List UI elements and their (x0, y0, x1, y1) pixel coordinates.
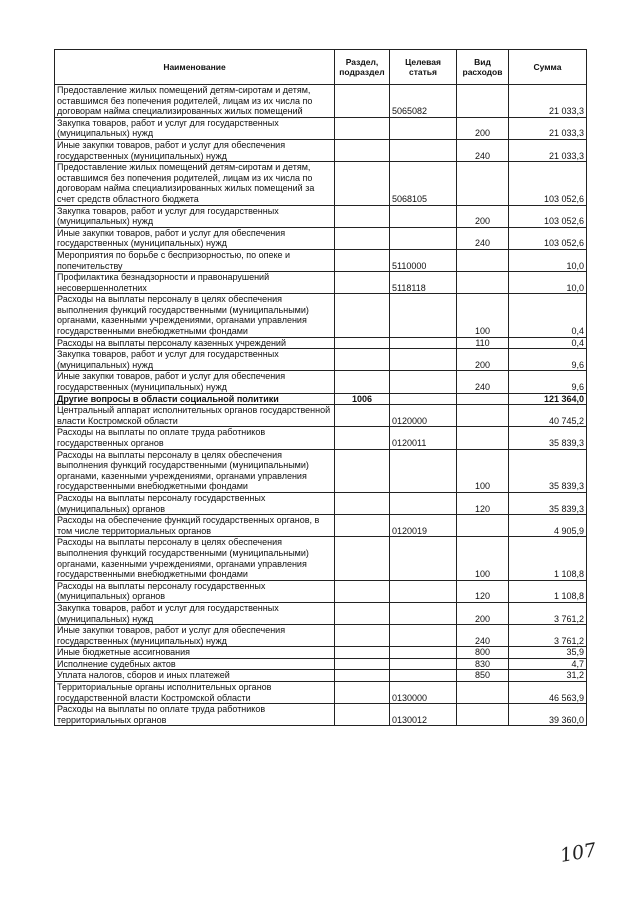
cell-section (335, 337, 390, 349)
table-row (55, 349, 587, 371)
cell-section (335, 205, 390, 227)
cell-sum: 0,4 (509, 294, 587, 337)
cell-type: 240 (457, 625, 509, 647)
cell-sum: 3 761,2 (509, 602, 587, 624)
cell-name: Иные закупки товаров, работ и услуг для обеспечения государственных (муниципальных) нужд (55, 227, 335, 249)
cell-name: Центральный аппарат исполнительных органов государственной власти Костромской области (55, 405, 335, 427)
cell-type: 240 (457, 371, 509, 393)
cell-name: Закупка товаров, работ и услуг для государственных (муниципальных) нужд (55, 205, 335, 227)
cell-section (335, 704, 390, 726)
header-target: Целевая статья (390, 50, 457, 85)
cell-section (335, 602, 390, 624)
cell-sum: 4,7 (509, 658, 587, 670)
budget-sheet (54, 49, 586, 726)
cell-sum: 21 033,3 (509, 139, 587, 161)
table-header-row (55, 50, 587, 85)
cell-target: 0130000 (390, 682, 457, 704)
cell-type (457, 393, 509, 405)
cell-section (335, 85, 390, 118)
table-row (55, 337, 587, 349)
table-row (55, 682, 587, 704)
cell-target: 0120011 (390, 427, 457, 449)
cell-section (335, 371, 390, 393)
cell-target (390, 117, 457, 139)
cell-sum: 31,2 (509, 670, 587, 682)
cell-sum: 39 360,0 (509, 704, 587, 726)
cell-section: 1006 (335, 393, 390, 405)
cell-type: 200 (457, 349, 509, 371)
cell-type (457, 515, 509, 537)
cell-name: Расходы на выплаты по оплате труда работников государственных органов (55, 427, 335, 449)
table-row (55, 249, 587, 271)
cell-target: 5068105 (390, 162, 457, 205)
cell-target (390, 658, 457, 670)
cell-sum: 1 108,8 (509, 580, 587, 602)
cell-name: Уплата налогов, сборов и иных платежей (55, 670, 335, 682)
cell-target: 5118118 (390, 272, 457, 294)
table-row (55, 492, 587, 514)
cell-sum: 103 052,6 (509, 227, 587, 249)
cell-sum: 46 563,9 (509, 682, 587, 704)
cell-section (335, 647, 390, 659)
table-row (55, 580, 587, 602)
cell-type (457, 162, 509, 205)
cell-target: 0120019 (390, 515, 457, 537)
table-row (55, 85, 587, 118)
cell-name: Мероприятия по борьбе с беспризорностью, по опеке и попечительству (55, 249, 335, 271)
cell-target: 0120000 (390, 405, 457, 427)
cell-sum: 4 905,9 (509, 515, 587, 537)
cell-section (335, 515, 390, 537)
cell-section (335, 670, 390, 682)
cell-sum: 10,0 (509, 272, 587, 294)
table-row (55, 537, 587, 580)
table-row (55, 371, 587, 393)
table-row (55, 602, 587, 624)
table-row (55, 704, 587, 726)
cell-target (390, 393, 457, 405)
cell-type (457, 704, 509, 726)
cell-target (390, 492, 457, 514)
cell-section (335, 580, 390, 602)
cell-name: Закупка товаров, работ и услуг для государственных (муниципальных) нужд (55, 117, 335, 139)
cell-type (457, 427, 509, 449)
cell-name: Иные закупки товаров, работ и услуг для обеспечения государственных (муниципальных) нужд (55, 371, 335, 393)
cell-name: Закупка товаров, работ и услуг для государственных (муниципальных) нужд (55, 602, 335, 624)
cell-type: 240 (457, 227, 509, 249)
cell-section (335, 162, 390, 205)
table-row (55, 272, 587, 294)
table-row (55, 294, 587, 337)
cell-type (457, 272, 509, 294)
cell-name: Предоставление жилых помещений детям-сиротам и детям, оставшимся без попечения родителей, лицам из их числа по договорам найма специализированных жилых помещений за счет средств областного бюджета (55, 162, 335, 205)
cell-section (335, 492, 390, 514)
cell-type: 120 (457, 492, 509, 514)
cell-target (390, 537, 457, 580)
cell-name: Расходы на выплаты персоналу казенных учреждений (55, 337, 335, 349)
cell-type (457, 682, 509, 704)
cell-type (457, 249, 509, 271)
cell-name: Иные бюджетные ассигнования (55, 647, 335, 659)
cell-section (335, 427, 390, 449)
cell-target (390, 294, 457, 337)
cell-target: 5065082 (390, 85, 457, 118)
cell-sum: 103 052,6 (509, 162, 587, 205)
cell-sum: 21 033,3 (509, 117, 587, 139)
cell-type: 120 (457, 580, 509, 602)
cell-type: 240 (457, 139, 509, 161)
cell-section (335, 139, 390, 161)
cell-name: Другие вопросы в области социальной политики (55, 393, 335, 405)
cell-sum: 35 839,3 (509, 449, 587, 492)
cell-sum: 103 052,6 (509, 205, 587, 227)
cell-target: 0130012 (390, 704, 457, 726)
cell-sum: 9,6 (509, 371, 587, 393)
cell-section (335, 449, 390, 492)
cell-section (335, 537, 390, 580)
cell-section (335, 227, 390, 249)
budget-table (54, 49, 587, 726)
cell-type: 100 (457, 294, 509, 337)
cell-target (390, 337, 457, 349)
cell-sum: 3 761,2 (509, 625, 587, 647)
cell-section (335, 117, 390, 139)
header-section: Раздел, подраздел (335, 50, 390, 85)
table-row (55, 658, 587, 670)
table-row (55, 117, 587, 139)
cell-name: Иные закупки товаров, работ и услуг для обеспечения государственных (муниципальных) нужд (55, 139, 335, 161)
table-body (55, 85, 587, 726)
cell-target (390, 349, 457, 371)
cell-target: 5110000 (390, 249, 457, 271)
cell-name: Профилактика безнадзорности и правонарушений несовершеннолетних (55, 272, 335, 294)
cell-sum: 9,6 (509, 349, 587, 371)
cell-sum: 35 839,3 (509, 492, 587, 514)
cell-name: Иные закупки товаров, работ и услуг для обеспечения государственных (муниципальных) нужд (55, 625, 335, 647)
table-row (55, 670, 587, 682)
cell-sum: 1 108,8 (509, 537, 587, 580)
cell-name: Закупка товаров, работ и услуг для государственных (муниципальных) нужд (55, 349, 335, 371)
cell-sum: 35,9 (509, 647, 587, 659)
table-row (55, 647, 587, 659)
cell-section (335, 625, 390, 647)
cell-target (390, 602, 457, 624)
cell-target (390, 371, 457, 393)
cell-type: 110 (457, 337, 509, 349)
cell-name: Расходы на выплаты персоналу государственных (муниципальных) органов (55, 580, 335, 602)
cell-target (390, 580, 457, 602)
cell-sum: 35 839,3 (509, 427, 587, 449)
cell-name: Расходы на выплаты персоналу в целях обеспечения выполнения функций государственными (муниципальными) органами, казенными учреждениями, органами управления государственными внебюджетными фондами (55, 294, 335, 337)
header-name: Наименование (55, 50, 335, 85)
cell-sum: 121 364,0 (509, 393, 587, 405)
header-type: Вид расходов (457, 50, 509, 85)
cell-name: Предоставление жилых помещений детям-сиротам и детям, оставшимся без попечения родителей, лицам из их числа по договорам найма специализированных жилых помещений (55, 85, 335, 118)
cell-section (335, 658, 390, 670)
cell-type: 200 (457, 602, 509, 624)
cell-section (335, 349, 390, 371)
table-row (55, 625, 587, 647)
cell-section (335, 249, 390, 271)
cell-section (335, 682, 390, 704)
cell-target (390, 205, 457, 227)
cell-section (335, 294, 390, 337)
cell-type: 850 (457, 670, 509, 682)
cell-name: Исполнение судебных актов (55, 658, 335, 670)
cell-target (390, 227, 457, 249)
cell-type: 100 (457, 537, 509, 580)
cell-type: 830 (457, 658, 509, 670)
table-row (55, 393, 587, 405)
cell-name: Территориальные органы исполнительных органов государственной власти Костромской области (55, 682, 335, 704)
cell-type (457, 85, 509, 118)
cell-sum: 10,0 (509, 249, 587, 271)
cell-section (335, 272, 390, 294)
table-row (55, 139, 587, 161)
table-row (55, 205, 587, 227)
cell-name: Расходы на выплаты по оплате труда работников территориальных органов (55, 704, 335, 726)
table-row (55, 449, 587, 492)
cell-target (390, 449, 457, 492)
cell-name: Расходы на выплаты персоналу в целях обеспечения выполнения функций государственными (муниципальными) органами, казенными учреждениями, органами управления государственными внебюджетными фондами (55, 449, 335, 492)
table-row (55, 515, 587, 537)
cell-type: 200 (457, 117, 509, 139)
cell-section (335, 405, 390, 427)
cell-type: 100 (457, 449, 509, 492)
cell-target (390, 670, 457, 682)
cell-target (390, 139, 457, 161)
table-row (55, 162, 587, 205)
cell-type: 800 (457, 647, 509, 659)
cell-name: Расходы на выплаты персоналу государственных (муниципальных) органов (55, 492, 335, 514)
cell-type (457, 405, 509, 427)
table-row (55, 427, 587, 449)
table-row (55, 227, 587, 249)
cell-sum: 0,4 (509, 337, 587, 349)
cell-target (390, 647, 457, 659)
cell-sum: 40 745,2 (509, 405, 587, 427)
cell-type: 200 (457, 205, 509, 227)
table-row (55, 405, 587, 427)
cell-sum: 21 033,3 (509, 85, 587, 118)
cell-name: Расходы на обеспечение функций государственных органов, в том числе территориальных органов (55, 515, 335, 537)
header-sum: Сумма (509, 50, 587, 85)
cell-name: Расходы на выплаты персоналу в целях обеспечения выполнения функций государственными (муниципальными) органами, казенными учреждениями, органами управления государственными внебюджетными фондами (55, 537, 335, 580)
cell-target (390, 625, 457, 647)
handwritten-page-number: 107 (558, 839, 598, 867)
